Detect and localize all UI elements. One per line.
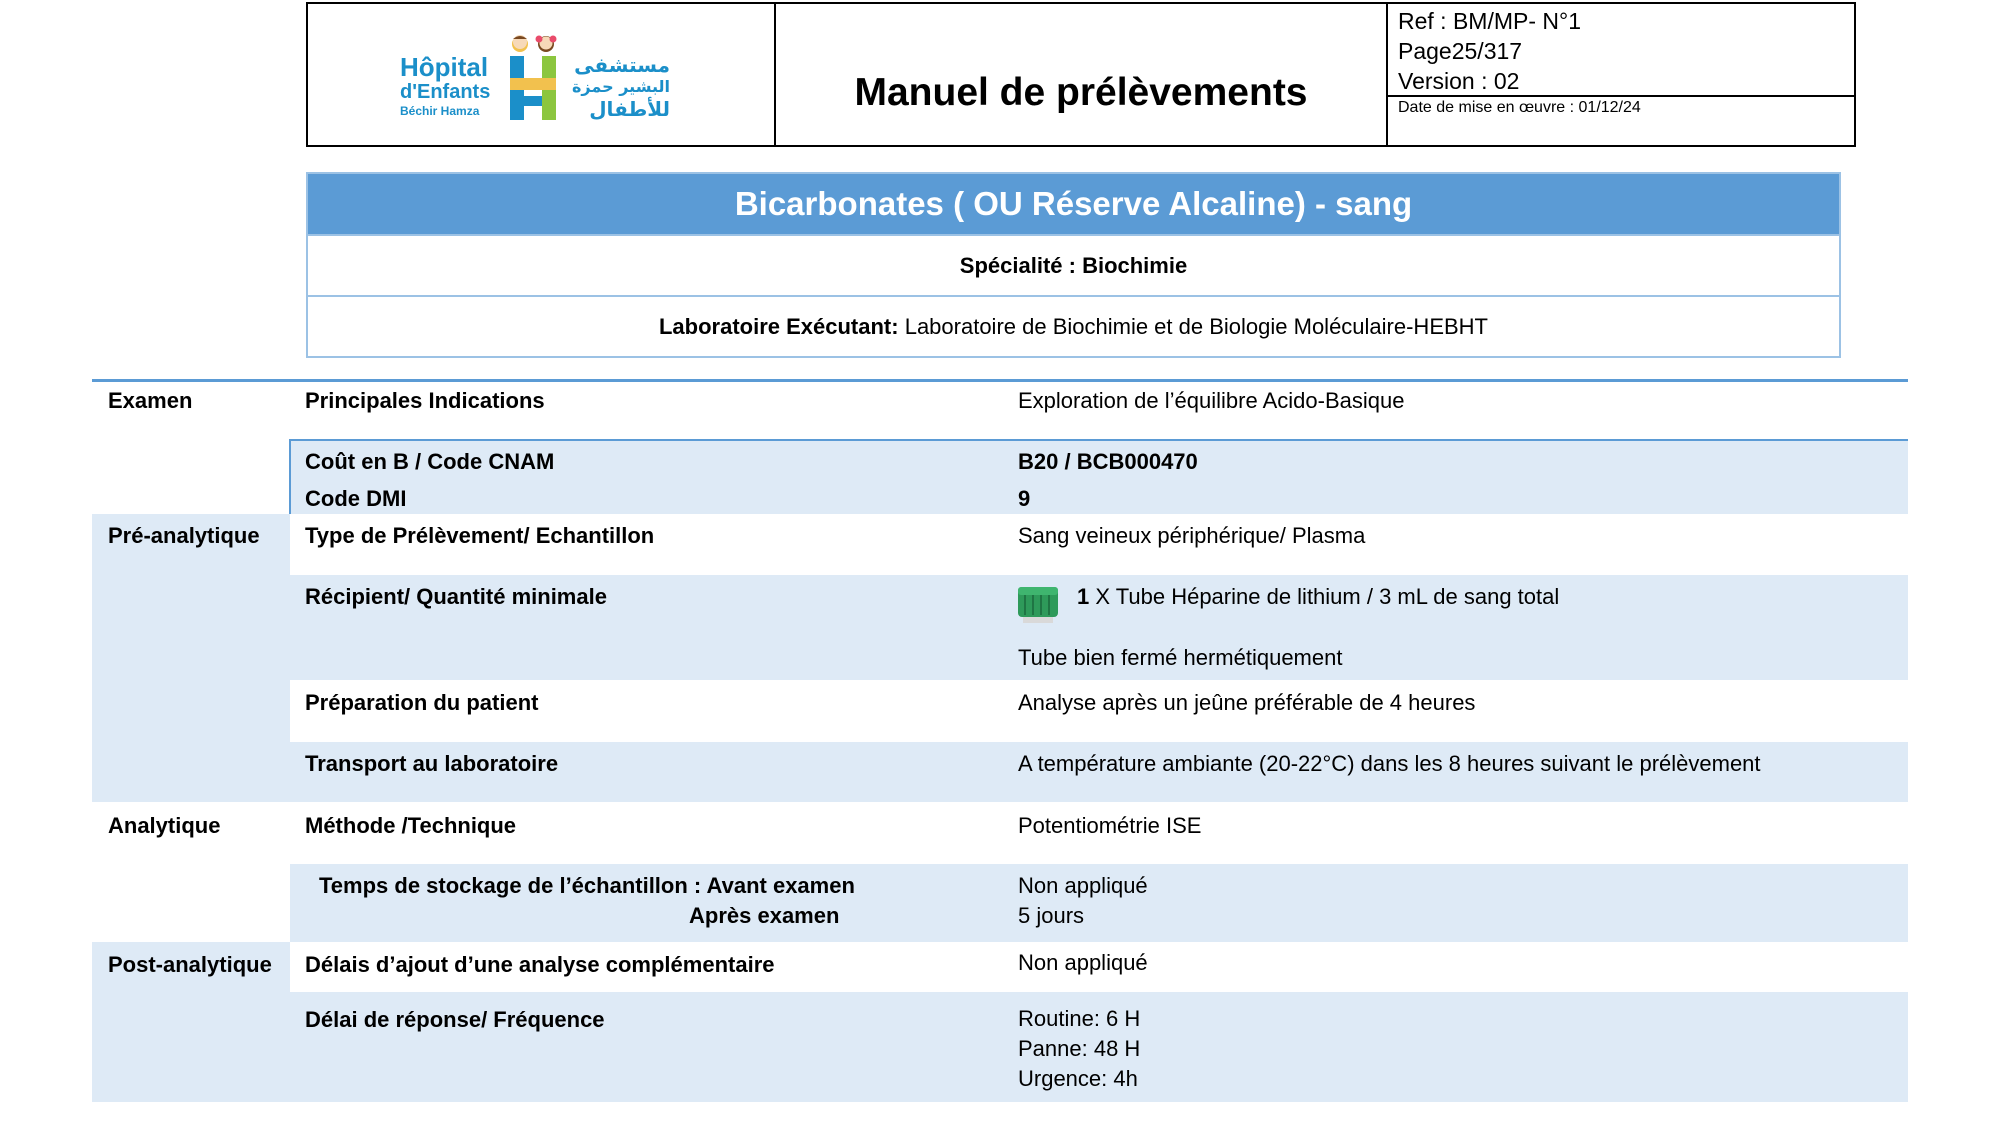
reponse-panne: Panne: 48 H (1018, 1036, 1141, 1061)
recipient-value (1077, 582, 1559, 612)
reponse-urgence: Urgence: 4h (1018, 1066, 1138, 1091)
recipient-description: X Tube Héparine de lithium / 3 mL de sang total (1089, 584, 1560, 609)
hospital-h-emblem-icon (504, 34, 562, 122)
cout-label: Coût en B / Code CNAM (305, 449, 555, 474)
section-preanalytique: Pré-analytique (108, 523, 260, 548)
specialty-row (308, 234, 1839, 295)
logo-line-1: Hôpital (400, 52, 489, 82)
reference-block (1388, 4, 1854, 97)
logo-arabic-text (570, 54, 670, 120)
dmi-value: 9 (1018, 486, 1031, 511)
stockage-label: Temps de stockage de l’échantillon : Avant examen (319, 873, 855, 898)
cout-value: B20 / BCB000470 (1018, 449, 1198, 474)
specialty-text: Spécialité : Biochimie (959, 252, 1188, 278)
heparin-tube-cap-icon (1015, 585, 1061, 625)
version-number: Version : 02 (1398, 68, 1520, 94)
preparation-label: Préparation du patient (305, 690, 539, 715)
test-title-box (306, 172, 1841, 358)
logo-line-3: Béchir Hamza (400, 104, 480, 118)
reference-cell (1388, 4, 1854, 145)
reponse-label: Délai de réponse/ Fréquence (305, 1007, 605, 1032)
delais-label: Délais d’ajout d’une analyse complémentaire (305, 952, 775, 977)
logo-arabic-line-3: للأطفال (589, 97, 670, 121)
indications-value: Exploration de l’équilibre Acido-Basique (1018, 388, 1405, 413)
stockage-label-apres: Après examen (689, 903, 840, 928)
type-value: Sang veineux périphérique/ Plasma (1018, 523, 1366, 548)
reference-number: Ref : BM/MP- N°1 (1398, 8, 1582, 34)
recipient-quantity: 1 (1077, 584, 1090, 609)
indications-label: Principales Indications (305, 388, 545, 413)
methode-label: Méthode /Technique (305, 813, 517, 838)
logo-line-2: d'Enfants (400, 81, 491, 103)
table-top-border (92, 379, 1908, 382)
methode-value: Potentiométrie ISE (1018, 813, 1202, 838)
test-title: Bicarbonates ( OU Réserve Alcaline) - sang (308, 174, 1839, 234)
delais-value: Non appliqué (1018, 950, 1148, 975)
logo-arabic-line-2: البشير حمزة (571, 77, 670, 96)
manual-title: Manuel de prélèvements (854, 70, 1308, 114)
recipient-note: Tube bien fermé hermétiquement (1018, 645, 1343, 670)
type-label: Type de Prélèvement/ Echantillon (305, 523, 655, 548)
section-analytique: Analytique (108, 813, 221, 838)
logo-french-text (400, 54, 490, 117)
laboratory-row (308, 295, 1839, 356)
hospital-logo (308, 4, 776, 145)
section-postanalytique: Post-analytique (108, 952, 272, 977)
transport-value: A température ambiante (20-22°C) dans les 8 heures suivant le prélèvement (1018, 751, 1761, 776)
section-examen: Examen (108, 388, 193, 413)
manual-title-cell (776, 4, 1388, 145)
transport-label: Transport au laboratoire (305, 751, 559, 776)
laboratory-value: Laboratoire de Biochimie et de Biologie Moléculaire-HEBHT (898, 313, 1488, 339)
effective-date: Date de mise en œuvre : 01/12/24 (1398, 99, 1641, 116)
page-number: Page25/317 (1398, 38, 1523, 64)
document-header (306, 2, 1856, 147)
logo-arabic-line-1: مستشفى (574, 53, 670, 77)
reponse-routine: Routine: 6 H (1018, 1006, 1141, 1031)
laboratory-label: Laboratoire Exécutant: (658, 313, 899, 339)
stockage-apres-value: 5 jours (1018, 903, 1085, 928)
preparation-value: Analyse après un jeûne préférable de 4 heures (1018, 690, 1476, 715)
stockage-avant-value: Non appliqué (1018, 873, 1148, 898)
dmi-label: Code DMI (305, 486, 407, 511)
band-preanalytique-section (92, 514, 290, 802)
recipient-label: Récipient/ Quantité minimale (305, 584, 607, 609)
